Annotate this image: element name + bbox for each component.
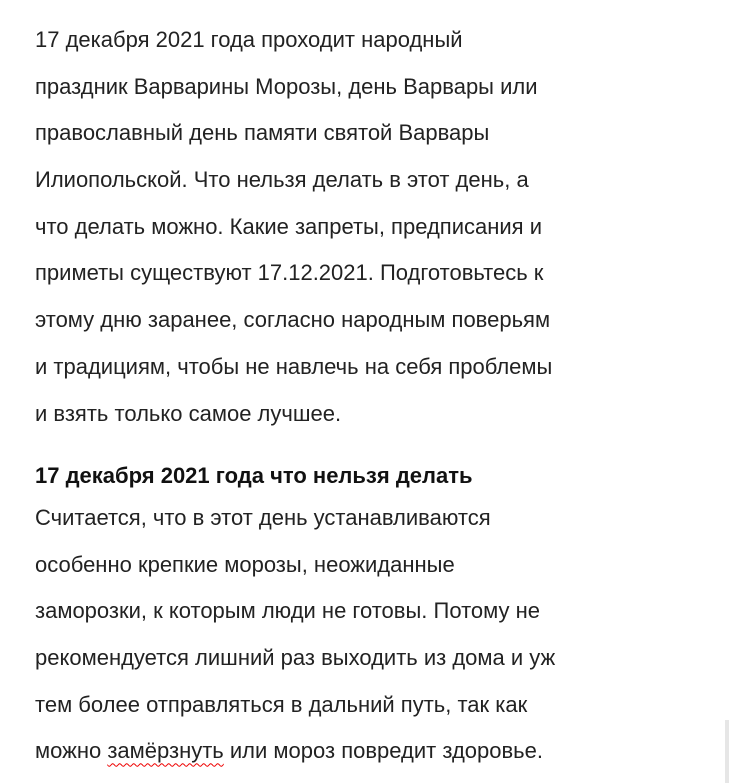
- text-line: заморозки, к которым люди не готовы. Потому не: [35, 598, 541, 624]
- misspelled-word[interactable]: замёрзнуть: [107, 738, 224, 764]
- intro-paragraph: [35, 17, 552, 437]
- text-line: этому дню заранее, согласно народным поверьям: [35, 307, 551, 333]
- text-line: праздник Варварины Морозы, день Варвары или: [35, 73, 538, 99]
- body-paragraph: [35, 495, 555, 775]
- text-line: и взять только самое лучшее.: [35, 400, 342, 426]
- text-line: и традициям, чтобы не навлечь на себя проблемы: [35, 353, 553, 379]
- text-line: Илиопольской. Что нельзя делать в этот день, а: [35, 167, 529, 193]
- text-line: приметы существуют 17.12.2021. Подготовьтесь к: [35, 260, 544, 286]
- text-segment: можно: [35, 738, 108, 764]
- scrollbar[interactable]: [725, 720, 729, 783]
- text-line: рекомендуется лишний раз выходить из дома и уж: [35, 645, 556, 671]
- section-heading: 17 декабря 2021 года что нельзя делать: [35, 463, 473, 488]
- text-segment: или мороз повредит здоровье.: [223, 738, 543, 764]
- text-line: что делать можно. Какие запреты, предписания и: [35, 213, 542, 239]
- text-line: православный день памяти святой Варвары: [35, 120, 490, 146]
- text-line: [35, 728, 555, 775]
- text-line: тем более отправляться в дальний путь, так как: [35, 691, 528, 717]
- text-line: Считается, что в этот день устанавливаются: [35, 505, 491, 530]
- text-line: 17 декабря 2021 года проходит народный: [35, 27, 463, 52]
- text-line: особенно крепкие морозы, неожиданные: [35, 551, 455, 577]
